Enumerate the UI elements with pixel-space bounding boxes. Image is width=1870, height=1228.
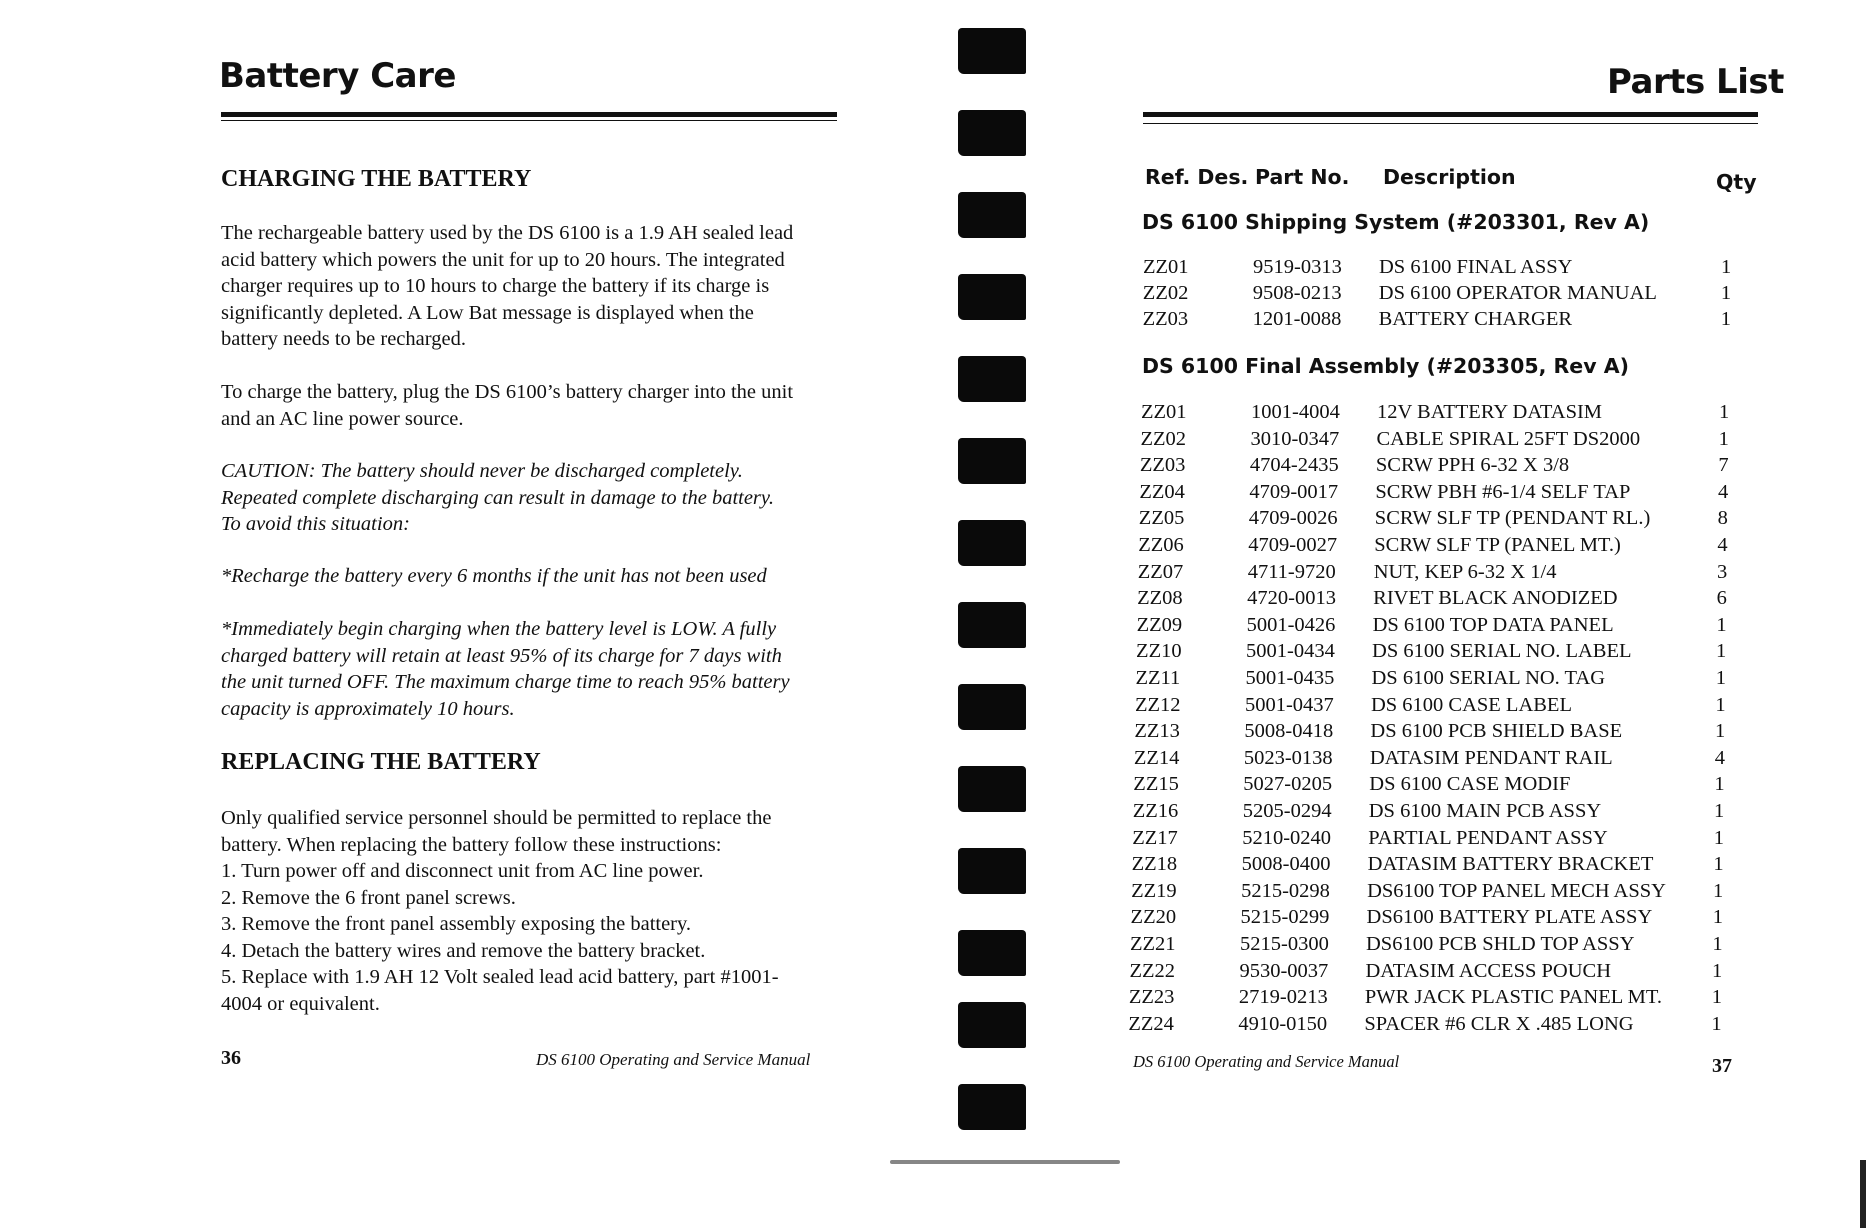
- cell-desc: DS 6100 CASE MODIF: [1369, 773, 1571, 796]
- cell-desc: DATASIM ACCESS POUCH: [1365, 959, 1611, 982]
- text-line: *Immediately begin charging when the battery level is LOW. A fully: [221, 618, 777, 640]
- parts-table-row: [1139, 481, 1759, 507]
- paragraph-replacing-steps: [221, 805, 841, 1017]
- cell-qty: 3: [1717, 560, 1728, 583]
- cell-desc: DS 6100 TOP DATA PANEL: [1372, 613, 1614, 636]
- cell-desc: DS 6100 PCB SHIELD BASE: [1370, 720, 1623, 743]
- parts-table-row: [1131, 906, 1751, 932]
- cell-part: 5023-0138: [1243, 746, 1333, 769]
- group-heading-shipping: DS 6100 Shipping System (#203301, Rev A): [1142, 210, 1650, 234]
- parts-table-row: [1138, 534, 1758, 560]
- parts-table-row: [1136, 667, 1756, 693]
- page-number: 37: [1712, 1055, 1732, 1077]
- cell-part: 5001-0426: [1246, 613, 1336, 636]
- cell-part: 9508-0213: [1252, 282, 1342, 305]
- cell-part: 5001-0434: [1246, 640, 1335, 663]
- cell-qty: 6: [1716, 587, 1727, 610]
- page-title: Battery Care: [219, 56, 456, 96]
- paragraph-caution: [221, 458, 841, 538]
- cell-desc: SCRW PPH 6-32 X 3/8: [1375, 454, 1570, 477]
- parts-table-row: [1129, 986, 1749, 1012]
- cell-ref: ZZ10: [1136, 640, 1182, 663]
- parts-table-row: [1141, 401, 1761, 427]
- text-line: 1. Turn power off and disconnect unit from AC line power.: [221, 860, 704, 882]
- parts-table-row: [1133, 800, 1753, 826]
- cell-part: 4709-0017: [1249, 480, 1339, 503]
- page-footer: DS 6100 Operating and Service Manual: [1133, 1052, 1400, 1071]
- text-line: acid battery which powers the unit for up to 20 hours. The integrated: [221, 248, 785, 271]
- text-line: CAUTION: The battery should never be discharged completely.: [221, 460, 743, 482]
- cell-ref: ZZ20: [1130, 906, 1177, 929]
- cell-part: 4910-0150: [1238, 1012, 1328, 1035]
- cell-ref: ZZ24: [1128, 1012, 1174, 1035]
- cell-ref: ZZ16: [1132, 800, 1179, 822]
- cell-ref: ZZ04: [1139, 480, 1185, 503]
- binding-hole: [958, 602, 1026, 648]
- cell-desc: DS 6100 SERIAL NO. TAG: [1371, 667, 1606, 689]
- left-page: [0, 0, 880, 1228]
- paragraph-battery-intro: [221, 220, 841, 353]
- column-header-qty: Qty: [1716, 170, 1757, 194]
- cell-part: 5205-0294: [1242, 800, 1332, 822]
- cell-qty: 1: [1712, 959, 1723, 982]
- binding-hole: [958, 110, 1026, 156]
- cell-desc: DS 6100 OPERATOR MANUAL: [1378, 282, 1657, 305]
- cell-qty: 1: [1711, 986, 1722, 1009]
- parts-table-row: [1133, 773, 1753, 799]
- cell-desc: NUT, KEP 6-32 X 1/4: [1373, 560, 1557, 583]
- cell-ref: ZZ23: [1128, 986, 1175, 1009]
- cell-part: 5210-0240: [1242, 826, 1332, 849]
- cell-desc: DS 6100 CASE LABEL: [1370, 693, 1572, 716]
- cell-desc: DS6100 TOP PANEL MECH ASSY: [1367, 879, 1666, 902]
- cell-part: 5001-0437: [1244, 693, 1334, 716]
- text-line: significantly depleted. A Low Bat message is displayed when the: [221, 301, 754, 324]
- binding-hole: [958, 848, 1026, 894]
- cell-part: 5001-0435: [1245, 667, 1335, 689]
- parts-table-row: [1143, 282, 1763, 308]
- cell-ref: ZZ03: [1142, 308, 1189, 331]
- cell-qty: 4: [1717, 534, 1728, 556]
- cell-qty: 1: [1715, 667, 1726, 689]
- cell-desc: RIVET BLACK ANODIZED: [1373, 587, 1618, 610]
- paragraph-immediate-charge: [221, 616, 841, 722]
- cell-qty: 4: [1714, 746, 1725, 769]
- cell-qty: 1: [1713, 879, 1724, 902]
- binding-hole: [958, 438, 1026, 484]
- cell-ref: ZZ11: [1135, 667, 1181, 689]
- parts-table-row: [1135, 694, 1755, 720]
- binding-hole: [958, 1084, 1026, 1130]
- cell-part: 2719-0213: [1238, 986, 1328, 1009]
- cell-qty: 4: [1718, 480, 1729, 503]
- text-line: To avoid this situation:: [221, 513, 410, 535]
- cell-part: 5008-0418: [1244, 720, 1334, 743]
- parts-table-row: [1137, 587, 1757, 613]
- cell-desc: 12V BATTERY DATASIM: [1377, 401, 1603, 423]
- parts-table-row: [1132, 853, 1752, 879]
- cell-part: 5215-0300: [1240, 933, 1329, 955]
- header-rule-thin: [1143, 123, 1758, 124]
- cell-desc: DATASIM PENDANT RAIL: [1369, 746, 1613, 769]
- cell-qty: 1: [1712, 933, 1723, 955]
- cell-qty: 1: [1713, 853, 1724, 876]
- cell-part: 4704-2435: [1249, 454, 1339, 477]
- section-heading-charging: CHARGING THE BATTERY: [221, 166, 532, 192]
- binding-hole: [958, 192, 1026, 238]
- cell-part: 5215-0299: [1240, 906, 1330, 929]
- cell-part: 9519-0313: [1253, 256, 1342, 278]
- text-line: charged battery will retain at least 95% of its charge for 7 days with: [221, 644, 782, 667]
- cell-qty: 7: [1718, 454, 1729, 477]
- parts-table-row: [1140, 428, 1760, 454]
- cell-desc: SCRW SLF TP (PANEL MT.): [1374, 534, 1621, 556]
- cell-qty: 1: [1714, 800, 1725, 822]
- scan-shadow: [890, 1160, 1120, 1164]
- parts-table-row: [1138, 561, 1758, 587]
- cell-qty: 1: [1716, 613, 1727, 636]
- cell-desc: DS6100 BATTERY PLATE ASSY: [1366, 906, 1653, 929]
- cell-part: 1201-0088: [1252, 308, 1342, 331]
- parts-table-row: [1143, 308, 1763, 334]
- cell-qty: 1: [1714, 773, 1725, 796]
- paragraph-charge-instructions: [221, 379, 841, 432]
- cell-qty: 1: [1713, 826, 1724, 849]
- text-line: To charge the battery, plug the DS 6100’s battery charger into the unit: [221, 381, 794, 403]
- text-line: the unit turned OFF. The maximum charge time to reach 95% battery: [221, 671, 790, 693]
- cell-ref: ZZ06: [1138, 534, 1184, 556]
- cell-part: 4709-0027: [1248, 534, 1338, 556]
- cell-qty: 1: [1715, 693, 1726, 716]
- header-rule: [221, 112, 837, 117]
- text-line: battery needs to be recharged.: [221, 328, 466, 350]
- header-rule-thin: [221, 120, 837, 121]
- text-line: 4. Detach the battery wires and remove the battery bracket.: [221, 939, 706, 962]
- text-line: capacity is approximately 10 hours.: [221, 697, 515, 720]
- parts-table-row: [1134, 720, 1754, 746]
- text-line: 4004 or equivalent.: [221, 992, 380, 1015]
- parts-table-row: [1139, 507, 1759, 533]
- cell-ref: ZZ08: [1137, 587, 1183, 610]
- header-rule: [1143, 112, 1758, 117]
- cell-ref: ZZ12: [1134, 693, 1181, 716]
- binding-hole: [958, 274, 1026, 320]
- text-line: charger requires up to 10 hours to charge the battery if its charge is: [221, 275, 770, 297]
- cell-desc: DS 6100 MAIN PCB ASSY: [1368, 800, 1602, 822]
- cell-part: 5027-0205: [1243, 773, 1333, 796]
- binding-hole: [958, 930, 1026, 976]
- cell-desc: SPACER #6 CLR X .485 LONG: [1364, 1012, 1634, 1035]
- paragraph-recharge-note: [221, 563, 841, 590]
- cell-ref: ZZ14: [1133, 746, 1180, 769]
- section-heading-replacing: REPLACING THE BATTERY: [221, 749, 541, 775]
- page-title: Parts List: [1607, 62, 1784, 102]
- cell-qty: 1: [1719, 401, 1730, 423]
- binding-hole: [958, 684, 1026, 730]
- cell-ref: ZZ02: [1140, 427, 1186, 450]
- cell-qty: 8: [1717, 507, 1728, 530]
- cell-ref: ZZ18: [1131, 853, 1178, 876]
- group-heading-final-assembly: DS 6100 Final Assembly (#203305, Rev A): [1142, 354, 1629, 378]
- cell-desc: PARTIAL PENDANT ASSY: [1368, 826, 1608, 849]
- binding-hole: [958, 766, 1026, 812]
- cell-part: 3010-0347: [1250, 427, 1340, 450]
- parts-table-row: [1129, 960, 1749, 986]
- cell-desc: SCRW PBH #6-1/4 SELF TAP: [1375, 480, 1631, 503]
- cell-ref: ZZ17: [1132, 826, 1178, 849]
- cell-ref: ZZ22: [1129, 959, 1175, 982]
- cell-desc: CABLE SPIRAL 25FT DS2000: [1376, 427, 1641, 450]
- cell-ref: ZZ09: [1136, 613, 1183, 636]
- text-line: The rechargeable battery used by the DS 6100 is a 1.9 AH sealed lead: [221, 222, 794, 244]
- cell-part: 4720-0013: [1247, 587, 1336, 610]
- cell-ref: ZZ05: [1138, 507, 1185, 530]
- cell-desc: DS 6100 FINAL ASSY: [1379, 256, 1573, 278]
- cell-qty: 1: [1720, 282, 1732, 305]
- column-header-part: Part No.: [1255, 165, 1350, 189]
- cell-ref: ZZ02: [1142, 282, 1189, 305]
- text-line: Only qualified service personnel should be permitted to replace the: [221, 807, 772, 829]
- text-line: battery. When replacing the battery follow these instructions:: [221, 833, 722, 856]
- parts-table-row: [1143, 256, 1763, 282]
- cell-ref: ZZ13: [1134, 720, 1180, 743]
- cell-desc: BATTERY CHARGER: [1378, 308, 1573, 331]
- cell-qty: 1: [1718, 427, 1729, 450]
- cell-ref: ZZ07: [1137, 560, 1184, 583]
- binding-hole: [958, 356, 1026, 402]
- page-footer: DS 6100 Operating and Service Manual: [536, 1050, 811, 1069]
- parts-table-row: [1128, 1013, 1748, 1039]
- column-header-ref: Ref. Des.: [1145, 165, 1249, 189]
- cell-desc: PWR JACK PLASTIC PANEL MT.: [1364, 986, 1662, 1009]
- cell-desc: DS6100 PCB SHLD TOP ASSY: [1366, 933, 1635, 955]
- binding-hole: [958, 28, 1026, 74]
- cell-qty: 1: [1716, 640, 1727, 663]
- parts-table-row: [1131, 880, 1751, 906]
- cell-ref: ZZ15: [1133, 773, 1179, 796]
- cell-part: 4711-9720: [1247, 560, 1336, 583]
- text-line: and an AC line power source.: [221, 407, 464, 430]
- column-header-description: Description: [1383, 165, 1516, 189]
- text-line: Repeated complete discharging can result in damage to the battery.: [221, 486, 774, 509]
- cell-qty: 1: [1720, 308, 1731, 331]
- cell-desc: SCRW SLF TP (PENDANT RL.): [1374, 507, 1651, 530]
- cell-ref: ZZ19: [1131, 879, 1177, 902]
- text-line: *Recharge the battery every 6 months if the unit has not been used: [221, 565, 767, 587]
- cell-part: 5008-0400: [1241, 853, 1331, 876]
- text-line: 5. Replace with 1.9 AH 12 Volt sealed lead acid battery, part #1001-: [221, 966, 779, 988]
- cell-ref: ZZ03: [1139, 454, 1186, 477]
- parts-table-row: [1136, 640, 1756, 666]
- parts-table-row: [1130, 933, 1750, 959]
- parts-table-row: [1134, 747, 1754, 773]
- cell-desc: DS 6100 SERIAL NO. LABEL: [1372, 640, 1632, 663]
- text-line: 3. Remove the front panel assembly exposing the battery.: [221, 913, 692, 935]
- cell-qty: 1: [1712, 906, 1723, 929]
- cell-ref: ZZ21: [1130, 933, 1176, 955]
- cell-desc: DATASIM BATTERY BRACKET: [1367, 853, 1654, 876]
- cell-ref: ZZ01: [1143, 256, 1189, 278]
- cell-qty: 1: [1711, 1012, 1722, 1035]
- cell-part: 9530-0037: [1239, 959, 1329, 982]
- page-number: 36: [221, 1047, 241, 1069]
- text-line: 2. Remove the 6 front panel screws.: [221, 886, 516, 909]
- parts-table-row: [1140, 454, 1760, 480]
- cell-qty: 1: [1715, 720, 1726, 743]
- binding-hole: [958, 1002, 1026, 1048]
- cell-ref: ZZ01: [1141, 401, 1187, 423]
- parts-table-row: [1132, 827, 1752, 853]
- parts-table-row: [1137, 614, 1757, 640]
- cell-part: 1001-4004: [1251, 401, 1340, 423]
- cell-part: 5215-0298: [1241, 879, 1330, 902]
- cell-part: 4709-0026: [1248, 507, 1338, 530]
- binding-hole: [958, 520, 1026, 566]
- cell-qty: 1: [1721, 256, 1732, 278]
